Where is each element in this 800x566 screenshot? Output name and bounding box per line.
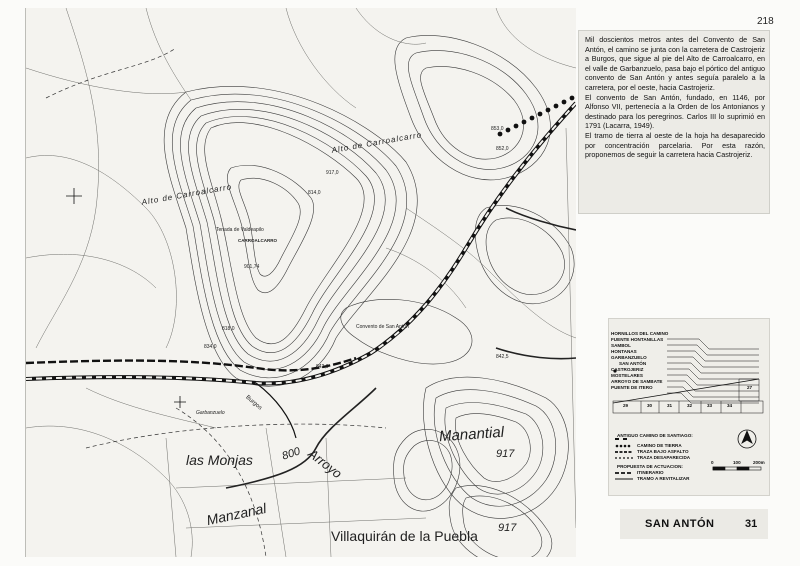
map-label-manantial: Manantial [438,423,505,446]
description-paragraph: Mil doscientos metros antes del Convento de San Antón, el camino se junta con la carretera de Castrojeriz a Burgos, que sigue al pie del Alto de Carroalcarro, en el valle de Garbanzuelo, pasa bajo el pórtico del antiguo convento de San Antón y antes seguía paralelo a la carretera, por el oeste, hacia Castrojeriz. [585,35,765,92]
stage-label: SAMBOL [611,343,631,348]
map-elevation-917-0: 917,0 [326,170,339,176]
contour-lines [164,35,574,557]
map-label-arroyo: Arroyo [305,445,345,482]
legend-item: TRAZA BAJO ASFALTO [637,449,689,454]
map-label-manzanal: Manzanal [204,499,268,529]
profile-number: 33 [707,403,713,408]
description-paragraph: El tramo de tierra al oeste de la hoja ha desaparecido por concentración parcelaria. Por esta razón, proponemos de seguir la carretera hacia Castrojeriz. [585,130,765,160]
map-elevation-853: 853,0 [491,126,504,132]
map-label-las-monjas: las Monjas [186,452,253,468]
map-label-villaquiran: Villaquirán de la Puebla [331,528,478,544]
map-elevation-852: 852,0 [496,146,509,152]
legend-item: CAMINO DE TIERRA [637,443,682,448]
legend-proposal-item: ITINERARIO [637,470,664,475]
legend-heading: ANTIGUO CAMINO DE SANTIAGO: [617,433,693,438]
stage-label: HORNILLOS DEL CAMINO [611,331,669,336]
scale-label: 0 [711,460,714,465]
map-label-tenada: Tenada de Valdeapilo [216,227,264,233]
map-label-convento: Convento de San Antón [356,324,409,330]
map-elevation-842-5: 842,5 [496,354,509,360]
scale-label: 200m [753,460,765,465]
map-label-alto-west: Alto de Carroalcarro [140,182,233,207]
map-label-alto-east: Alto de Carroalcarro [330,130,423,155]
topographic-map [25,8,576,557]
stage-label-current: SAN ANTÓN [619,361,647,366]
profile-number: 32 [687,403,693,408]
legend-proposal-item: TRAMO A REVITALIZAR [637,476,690,481]
stage-label: GARBANZUELO [611,355,647,360]
stage-label: HONTANAS [611,349,637,354]
map-elevation-818: 818,0 [222,326,235,332]
profile-number: 30 [647,403,653,408]
legend-panel [608,318,770,496]
map-elevation-917-east: 917 [496,448,515,460]
description-paragraph: El convento de San Antón, fundado, en 1146, por Alfonso VII, pertenecía a la Orden de los Antonianos y destinado para los peregrinos. Carlos III lo suprimió en 1791 (Lacarra, 1949). [585,92,765,131]
map-elevation-800: 800 [280,445,302,463]
stage-label: ARROYO DE SAMBATE [611,379,663,384]
description-text [585,35,765,160]
scale-label: 100 [733,460,741,465]
stage-label: CASTROJERIZ [611,367,644,372]
profile-number: 29 [623,403,629,408]
arroyo-stream [256,383,296,438]
map-graphics [26,8,576,557]
profile-number: 34 [727,403,733,408]
stage-label: MOSTELARES [611,373,643,378]
sheet-number: 31 [745,518,758,530]
sheet-title: SAN ANTÓN [645,518,715,530]
map-elevation-917-south: 917 [498,522,517,534]
map-label-burgos: Burgos [244,394,263,412]
grid-crosses [66,188,186,408]
description-panel [578,30,770,214]
map-elevation-814: 814,0 [308,190,321,196]
legend-proposal-heading: PROPUESTA DE ACTUACION: [617,464,683,469]
map-elevation-834: 834,0 [204,344,217,350]
map-elevation-901: 901,74 [244,264,260,270]
secondary-road [226,208,576,488]
profile-number: 31 [667,403,673,408]
map-elevation-842: 842,0 [316,364,329,370]
map-label-garbanzuelo: Garbanzuelo [196,410,225,416]
legend-item: TRAZA DESAPARECIDA [637,455,691,460]
stage-label: PUENTE DE ITERO [611,385,653,390]
page-number: 218 [757,16,774,27]
field-boundaries [26,8,576,557]
stage-label: FUENTE HONTANILLAS [611,337,664,342]
map-label-carroalcarro: CARROALCARRO [238,238,277,243]
profile-number: 27 [747,385,753,390]
